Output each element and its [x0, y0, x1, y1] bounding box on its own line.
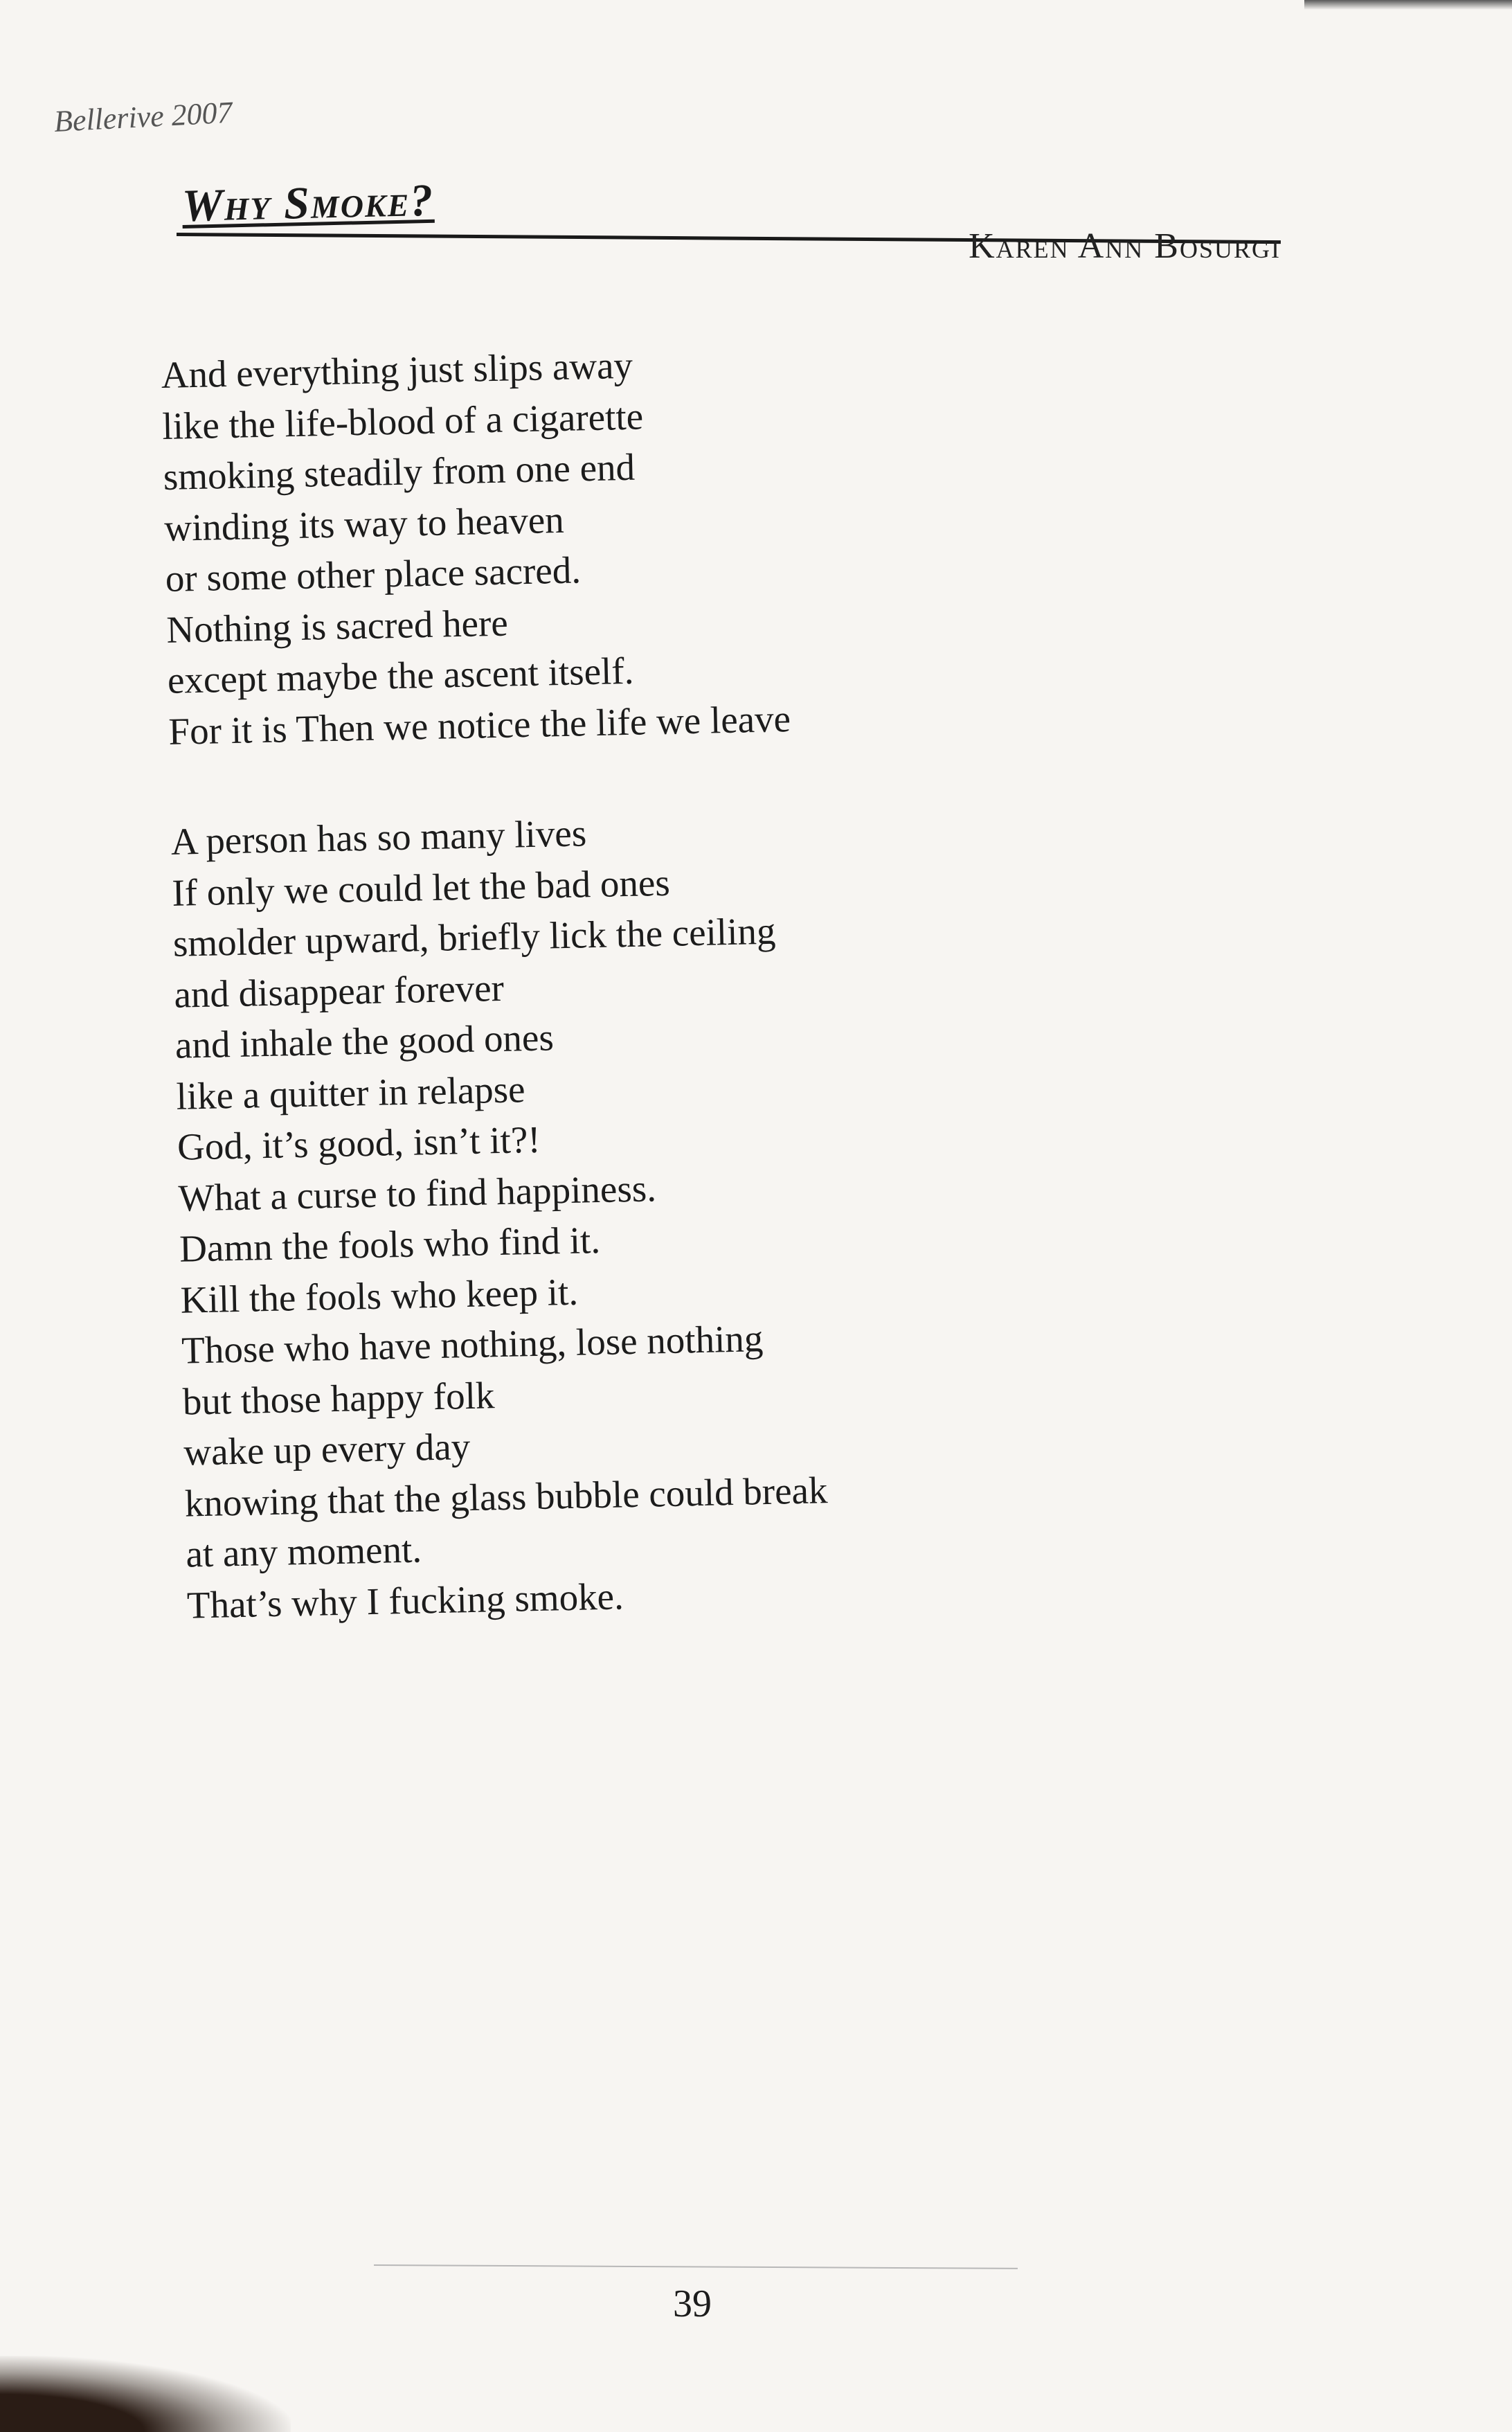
poem-line: God, it’s good, isn’t it?! [177, 1118, 541, 1168]
poem-line: wake up every day [183, 1424, 471, 1474]
stanza-2 [170, 798, 1087, 1631]
poem-body [161, 331, 1088, 1690]
poem-line: Damn the fools who find it. [179, 1218, 601, 1270]
poem-line: and disappear forever [173, 966, 505, 1016]
title-block [177, 175, 1281, 291]
poem-line: A person has so many lives [170, 812, 587, 863]
running-header: Bellerive 2007 [53, 95, 233, 138]
poem-line: winding its way to heaven [163, 498, 565, 549]
poem-line: What a curse to find happiness. [178, 1166, 657, 1219]
stanza-1 [161, 331, 1069, 757]
author-name: Karen Ann Bosurgi [969, 226, 1281, 266]
poem-line: If only we could let the bad ones [171, 861, 671, 914]
poem-line: at any moment. [185, 1528, 422, 1575]
book-binding-shadow [0, 2356, 291, 2432]
poem-line: Nothing is sacred here [165, 601, 509, 651]
poem-line: but those happy folk [182, 1373, 495, 1423]
poem-line: except maybe the ascent itself. [167, 649, 634, 701]
footer-rule [374, 2264, 1018, 2269]
poem-line: like a quitter in relapse [175, 1067, 526, 1118]
poem-title: Why Smoke? [181, 175, 435, 231]
poem-line: and inhale the good ones [174, 1016, 555, 1066]
poem-line: Those who have nothing, lose nothing [181, 1317, 764, 1372]
poem-line: smoking steadily from one end [163, 445, 636, 498]
poem-line: And everything just slips away [161, 343, 633, 396]
poem-line: For it is Then we notice the life we leave [168, 697, 791, 753]
page-edge-shadow [1304, 0, 1512, 10]
poem-line: Kill the fools who keep it. [180, 1270, 579, 1321]
page-number: 39 [673, 2282, 712, 2325]
poem-line: like the life-blood of a cigarette [161, 394, 644, 447]
poem-line: That’s why I fucking smoke. [186, 1574, 624, 1627]
poem-line: smolder upward, briefly lick the ceiling [172, 909, 776, 965]
poem-line: or some other place sacred. [165, 548, 582, 600]
poem-line: knowing that the glass bubble could break [184, 1468, 829, 1525]
